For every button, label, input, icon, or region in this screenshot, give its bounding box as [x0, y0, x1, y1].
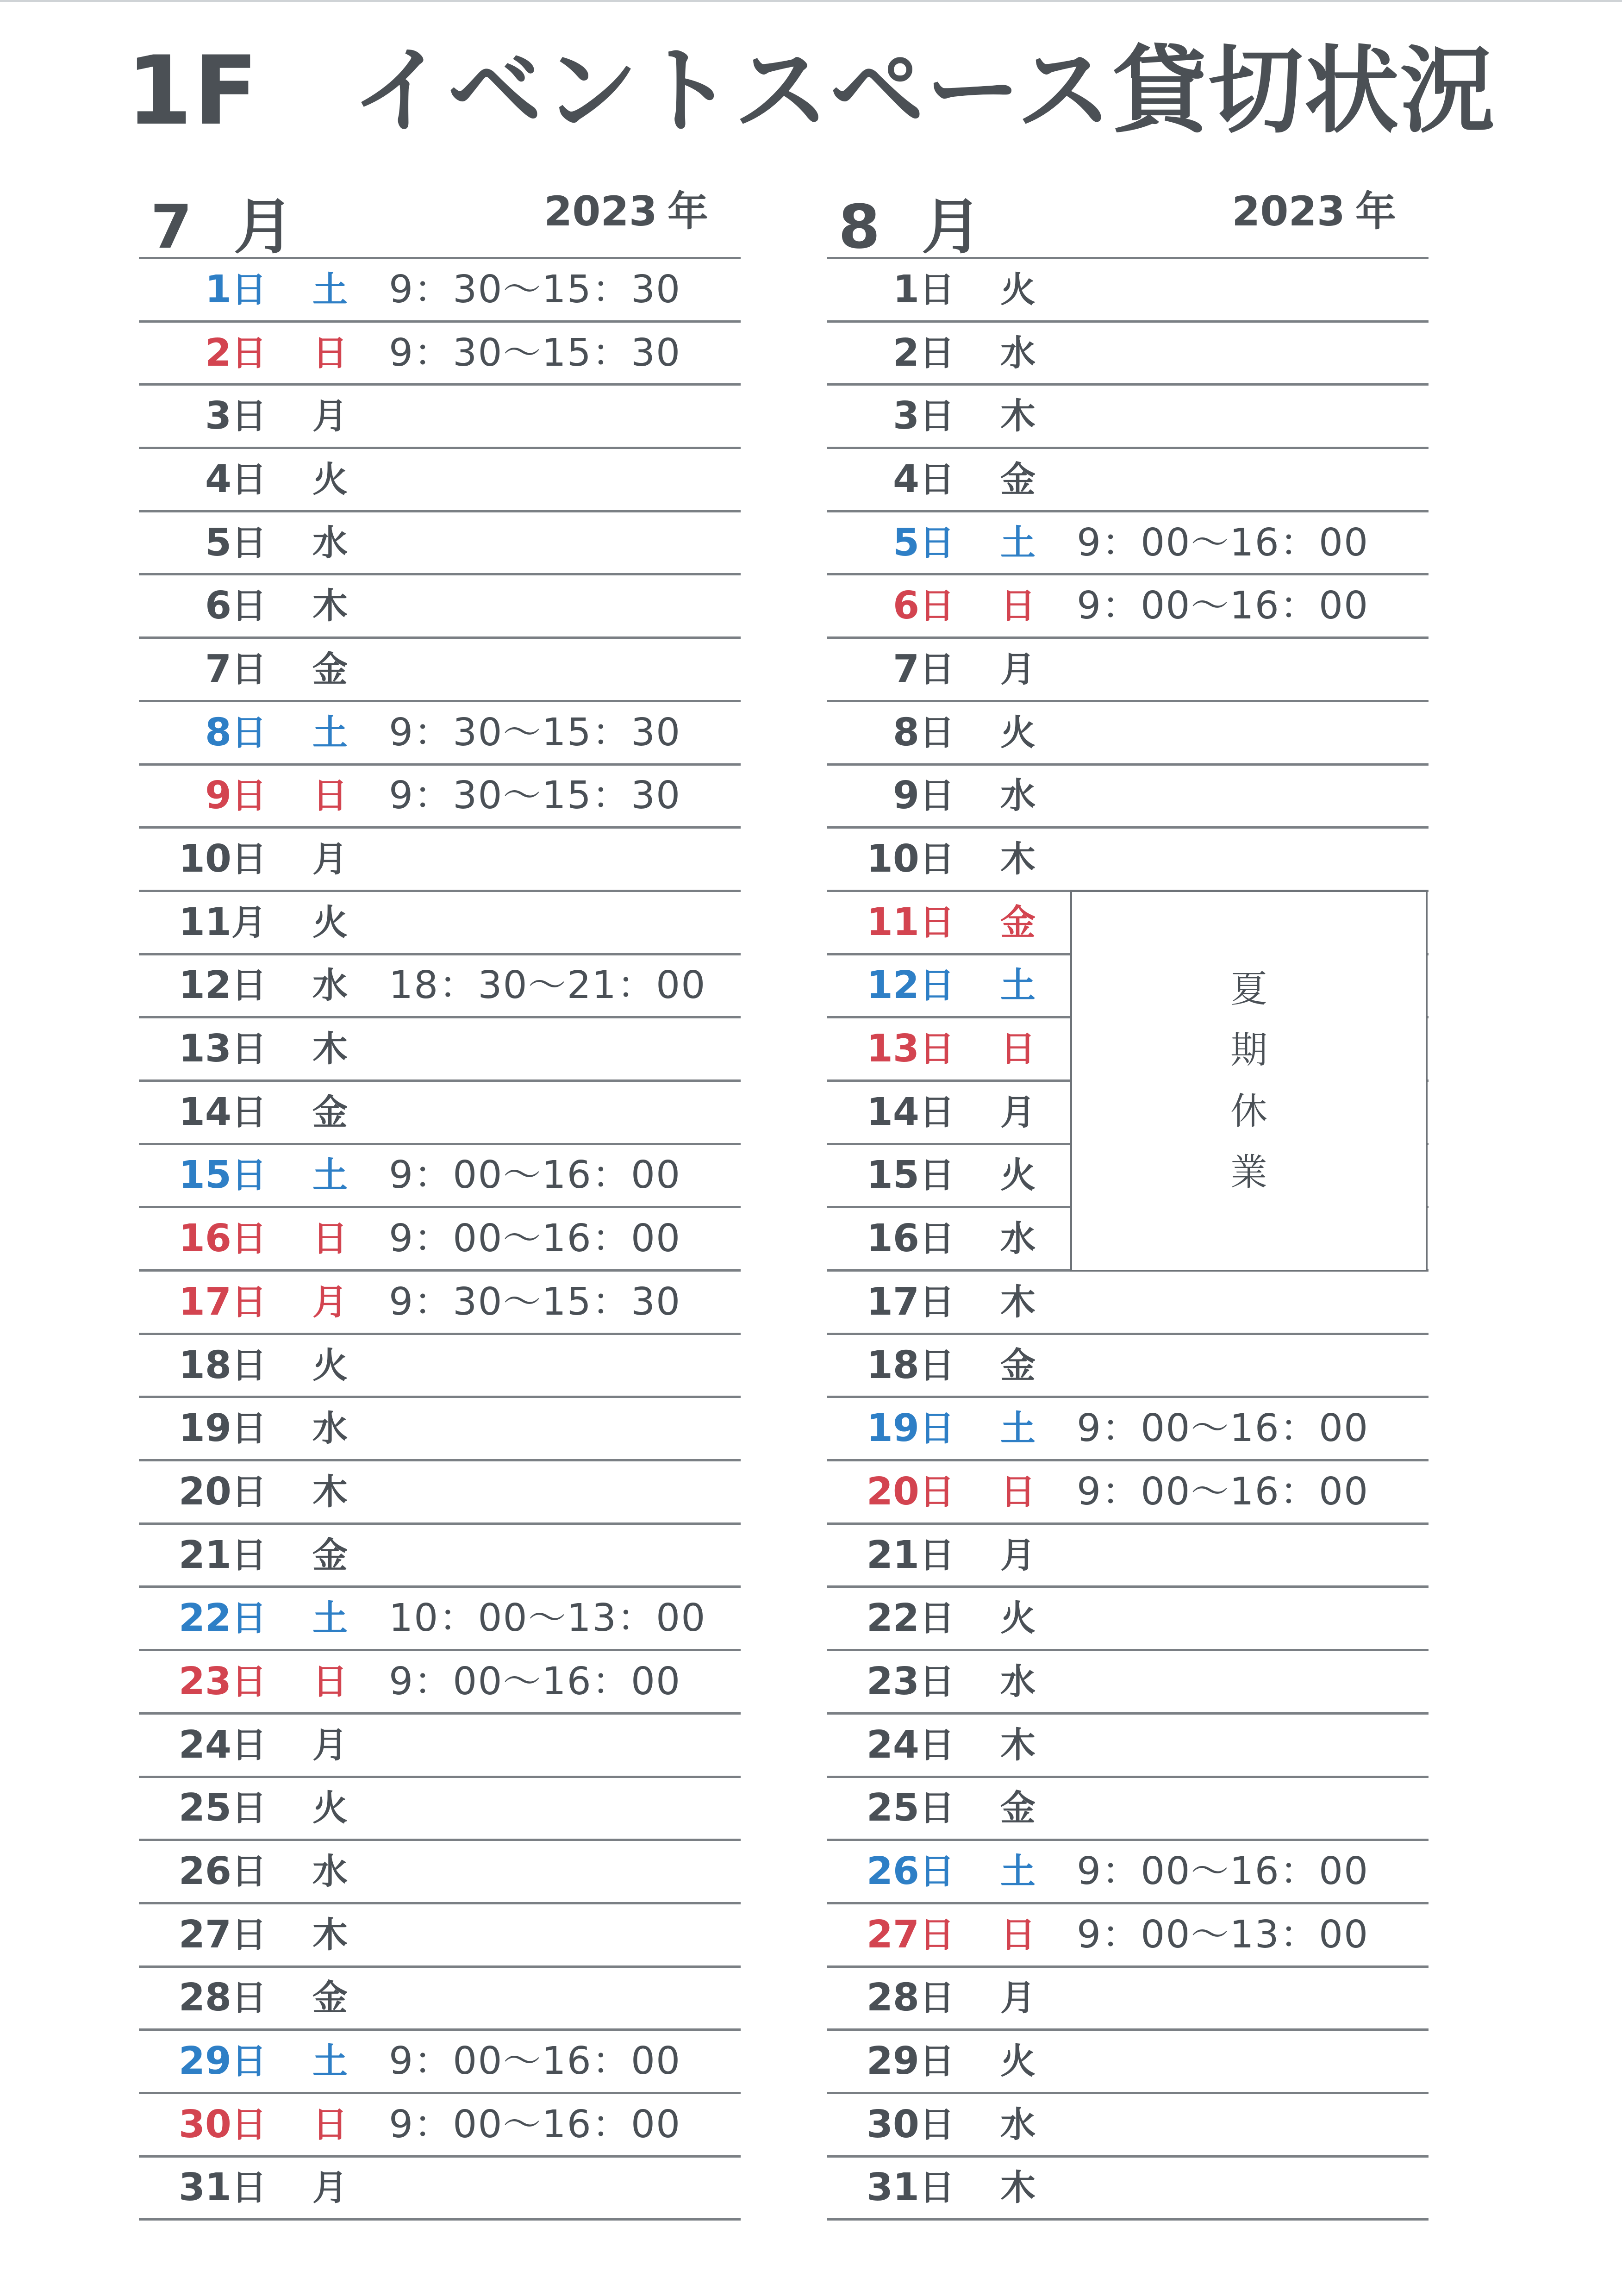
summer-closure-box [1070, 890, 1428, 1272]
day-suffix: 日 [919, 1154, 954, 1196]
day-row [827, 575, 1429, 639]
weekday: 日 [312, 775, 348, 817]
day-number: 7 [205, 647, 231, 691]
weekday: 火 [312, 1344, 348, 1386]
reservation-time: 9：00〜16：00 [389, 2102, 681, 2146]
reservation-time: 9：30〜15：30 [389, 267, 681, 312]
day-row [827, 1841, 1429, 1904]
day-number: 4 [205, 457, 231, 501]
day-row [827, 1588, 1429, 1651]
day-row [827, 829, 1429, 892]
weekday: 金 [312, 1534, 348, 1576]
weekday: 水 [1000, 1660, 1036, 1702]
weekday: 月 [312, 2167, 348, 2209]
weekday: 月 [1000, 1977, 1036, 2019]
day-row [827, 259, 1429, 323]
day-suffix: 日 [231, 1787, 267, 1829]
month-name: 8 月 [838, 192, 992, 262]
day-suffix: 日 [919, 1597, 954, 1639]
reservation-time: 9：00〜16：00 [1077, 1406, 1369, 1451]
day-row [139, 1778, 741, 1841]
weekday: 土 [1000, 522, 1036, 563]
weekday: 金 [312, 648, 348, 690]
day-row [139, 1335, 741, 1398]
title-text: イベントスペース貸切状況 [351, 36, 1496, 146]
weekday: 土 [312, 1154, 348, 1196]
day-suffix: 日 [231, 1660, 267, 1702]
day-number: 15 [178, 1153, 231, 1198]
reservation-time: 10：00〜13：00 [389, 1596, 706, 1641]
day-suffix: 日 [231, 1408, 267, 1449]
weekday: 火 [1000, 1154, 1036, 1196]
closure-char: 休 [1230, 1089, 1267, 1133]
day-number: 20 [866, 1469, 919, 1514]
day-suffix: 日 [919, 2167, 954, 2209]
day-row [139, 1145, 741, 1209]
day-number: 18 [178, 1343, 231, 1387]
day-suffix: 日 [231, 522, 267, 563]
day-suffix: 日 [919, 1534, 954, 1576]
day-row [827, 1461, 1429, 1525]
day-row [827, 1272, 1429, 1335]
day-suffix: 日 [919, 838, 954, 880]
day-row [139, 2031, 741, 2094]
day-number: 28 [866, 1976, 919, 2020]
weekday: 木 [1000, 395, 1036, 437]
weekday: 日 [312, 332, 348, 374]
day-row [139, 1398, 741, 1461]
weekday: 金 [1000, 901, 1036, 943]
weekday: 金 [1000, 458, 1036, 500]
reservation-time: 18：30〜21：00 [389, 963, 706, 1008]
day-number: 3 [892, 394, 919, 438]
day-number: 21 [866, 1533, 919, 1577]
weekday: 火 [1000, 2040, 1036, 2082]
day-suffix: 日 [919, 775, 954, 817]
day-row [139, 1525, 741, 1588]
day-row [139, 1018, 741, 1082]
day-suffix: 日 [231, 2167, 267, 2209]
day-number: 9 [205, 774, 231, 818]
day-suffix: 月 [231, 901, 267, 943]
day-row [827, 1525, 1429, 1588]
day-row [827, 1968, 1429, 2031]
weekday: 金 [312, 1977, 348, 2019]
day-row [827, 2158, 1429, 2221]
day-number: 11 [178, 900, 231, 944]
day-row [827, 1778, 1429, 1841]
weekday: 土 [312, 268, 348, 310]
weekday: 月 [312, 395, 348, 437]
day-suffix: 日 [231, 648, 267, 690]
day-row [139, 1651, 741, 1715]
day-suffix: 日 [231, 585, 267, 627]
weekday: 土 [312, 2040, 348, 2082]
weekday: 水 [1000, 775, 1036, 817]
reservation-time: 9：00〜16：00 [1077, 1469, 1369, 1514]
weekday: 火 [312, 901, 348, 943]
day-row [139, 259, 741, 323]
day-number: 10 [178, 837, 231, 881]
reservation-time: 9：00〜16：00 [1077, 584, 1369, 628]
day-row [139, 766, 741, 829]
day-number: 6 [205, 584, 231, 628]
day-suffix: 日 [919, 1851, 954, 1892]
day-number: 22 [866, 1596, 919, 1641]
day-row [827, 449, 1429, 512]
day-row [827, 2031, 1429, 2094]
weekday: 水 [312, 965, 348, 1006]
day-number: 24 [866, 1722, 919, 1767]
day-suffix: 日 [919, 1914, 954, 1955]
day-row [827, 323, 1429, 386]
day-row [139, 1461, 741, 1525]
day-suffix: 日 [231, 1471, 267, 1512]
reservation-time: 9：30〜15：30 [389, 331, 681, 375]
day-row [139, 1904, 741, 1968]
day-number: 15 [866, 1153, 919, 1198]
day-number: 27 [178, 1912, 231, 1957]
day-number: 30 [178, 2102, 231, 2146]
day-number: 23 [178, 1659, 231, 1703]
reservation-time: 9：00〜16：00 [1077, 520, 1369, 565]
weekday: 火 [312, 458, 348, 500]
weekday: 月 [312, 1281, 348, 1323]
weekday: 土 [312, 1597, 348, 1639]
weekday: 日 [312, 1218, 348, 1260]
weekday: 水 [312, 1408, 348, 1449]
weekday: 火 [1000, 268, 1036, 310]
reservation-time: 9：00〜16：00 [389, 2039, 681, 2084]
title-floor: 1F [126, 36, 259, 146]
weekday: 木 [1000, 838, 1036, 880]
day-suffix: 日 [919, 901, 954, 943]
weekday: 水 [1000, 332, 1036, 374]
month-year [1232, 187, 1396, 235]
month-header [827, 183, 1429, 262]
day-number: 13 [866, 1027, 919, 1071]
weekday: 木 [312, 1028, 348, 1070]
day-number: 24 [178, 1722, 231, 1767]
day-row [139, 829, 741, 892]
day-number: 16 [866, 1217, 919, 1261]
day-suffix: 日 [919, 965, 954, 1006]
day-number: 8 [892, 710, 919, 755]
weekday: 水 [1000, 1218, 1036, 1260]
day-number: 4 [892, 457, 919, 501]
day-number: 31 [866, 2165, 919, 2210]
day-suffix: 日 [919, 648, 954, 690]
day-suffix: 日 [231, 458, 267, 500]
day-row [827, 386, 1429, 449]
day-number: 14 [178, 1090, 231, 1134]
day-suffix: 日 [231, 1154, 267, 1196]
closure-char: 期 [1230, 1028, 1267, 1072]
day-row [139, 639, 741, 702]
day-row [139, 2158, 741, 2221]
reservation-time: 9：00〜13：00 [1077, 1912, 1369, 1957]
reservation-time: 9：30〜15：30 [389, 710, 681, 755]
day-suffix: 日 [919, 1281, 954, 1323]
day-row [827, 1398, 1429, 1461]
weekday: 月 [1000, 648, 1036, 690]
day-suffix: 日 [231, 2040, 267, 2082]
day-row [827, 1904, 1429, 1968]
day-row [139, 1715, 741, 1778]
weekday: 木 [312, 1471, 348, 1512]
day-row [827, 639, 1429, 702]
day-suffix: 日 [231, 1851, 267, 1892]
day-row [139, 1588, 741, 1651]
day-suffix: 日 [231, 838, 267, 880]
day-number: 5 [892, 520, 919, 565]
year-number: 2023 [1232, 187, 1345, 235]
weekday: 月 [1000, 1534, 1036, 1576]
day-row [827, 702, 1429, 766]
day-suffix: 日 [919, 2040, 954, 2082]
day-row [139, 386, 741, 449]
day-suffix: 日 [919, 711, 954, 753]
day-number: 23 [866, 1659, 919, 1703]
day-row [827, 2094, 1429, 2158]
day-suffix: 日 [919, 2103, 954, 2145]
day-number: 25 [866, 1786, 919, 1830]
month-header [139, 183, 741, 262]
day-suffix: 日 [919, 1344, 954, 1386]
day-suffix: 日 [231, 1281, 267, 1323]
day-number: 2 [892, 331, 919, 375]
day-row [139, 1272, 741, 1335]
day-row [139, 1082, 741, 1145]
day-number: 21 [178, 1533, 231, 1577]
day-suffix: 日 [231, 1091, 267, 1133]
weekday: 日 [1000, 1471, 1036, 1512]
day-row [139, 2094, 741, 2158]
day-number: 7 [892, 647, 919, 691]
weekday: 金 [1000, 1344, 1036, 1386]
day-row [139, 1841, 741, 1904]
reservation-time: 9：30〜15：30 [389, 1279, 681, 1324]
day-suffix: 日 [919, 395, 954, 437]
day-row [139, 512, 741, 576]
year-suffix: 年 [667, 187, 708, 235]
weekday: 金 [1000, 1787, 1036, 1829]
day-row [827, 1335, 1429, 1398]
day-number: 26 [866, 1849, 919, 1894]
day-suffix: 日 [231, 1724, 267, 1766]
weekday: 土 [312, 711, 348, 753]
day-number: 5 [205, 520, 231, 565]
day-list [139, 257, 741, 2221]
day-number: 18 [866, 1343, 919, 1387]
day-row [139, 323, 741, 386]
day-suffix: 日 [231, 711, 267, 753]
day-suffix: 日 [231, 1218, 267, 1260]
day-number: 12 [178, 963, 231, 1008]
weekday: 火 [1000, 1597, 1036, 1639]
day-row [139, 955, 741, 1019]
weekday: 水 [312, 1851, 348, 1892]
closure-char: 夏 [1230, 967, 1267, 1011]
day-suffix: 日 [231, 1914, 267, 1955]
day-suffix: 日 [919, 458, 954, 500]
month-year [544, 187, 708, 235]
year-suffix: 年 [1355, 187, 1396, 235]
day-number: 22 [178, 1596, 231, 1641]
day-suffix: 日 [919, 1218, 954, 1260]
day-number: 3 [205, 394, 231, 438]
weekday: 土 [1000, 1851, 1036, 1892]
day-number: 10 [866, 837, 919, 881]
day-suffix: 日 [231, 2103, 267, 2145]
top-border [0, 0, 1622, 2]
day-number: 1 [205, 267, 231, 312]
day-number: 9 [892, 774, 919, 818]
day-number: 1 [892, 267, 919, 312]
day-suffix: 日 [231, 268, 267, 310]
month-name: 7 月 [150, 192, 304, 262]
day-row [827, 1651, 1429, 1715]
weekday: 土 [1000, 965, 1036, 1006]
day-number: 13 [178, 1027, 231, 1071]
day-suffix: 日 [919, 585, 954, 627]
weekday: 日 [312, 2103, 348, 2145]
weekday: 月 [312, 838, 348, 880]
day-suffix: 日 [919, 1787, 954, 1829]
day-suffix: 日 [919, 1028, 954, 1070]
day-number: 12 [866, 963, 919, 1008]
day-suffix: 日 [919, 332, 954, 374]
weekday: 金 [312, 1091, 348, 1133]
day-suffix: 日 [919, 1091, 954, 1133]
weekday: 月 [312, 1724, 348, 1766]
day-number: 16 [178, 1217, 231, 1261]
day-number: 25 [178, 1786, 231, 1830]
day-suffix: 日 [231, 775, 267, 817]
day-number: 8 [205, 710, 231, 755]
day-number: 29 [866, 2039, 919, 2084]
day-number: 19 [866, 1406, 919, 1451]
day-suffix: 日 [231, 332, 267, 374]
weekday: 木 [1000, 2167, 1036, 2209]
day-suffix: 日 [231, 395, 267, 437]
weekday: 木 [1000, 1724, 1036, 1766]
day-number: 26 [178, 1849, 231, 1894]
day-suffix: 日 [231, 1344, 267, 1386]
reservation-time: 9：00〜16：00 [389, 1659, 681, 1703]
day-row [139, 575, 741, 639]
day-row [827, 766, 1429, 829]
page-title [0, 36, 1622, 146]
month-july [139, 183, 741, 2221]
reservation-time: 9：00〜16：00 [389, 1217, 681, 1261]
day-row [139, 702, 741, 766]
day-suffix: 日 [919, 1408, 954, 1449]
day-suffix: 日 [231, 1028, 267, 1070]
day-number: 17 [178, 1279, 231, 1324]
day-suffix: 日 [919, 268, 954, 310]
day-suffix: 日 [231, 1534, 267, 1576]
weekday: 月 [1000, 1091, 1036, 1133]
day-suffix: 日 [919, 1977, 954, 2019]
day-suffix: 日 [919, 1660, 954, 1702]
weekday: 土 [1000, 1408, 1036, 1449]
weekday: 木 [1000, 1281, 1036, 1323]
closure-char: 業 [1230, 1150, 1267, 1194]
day-number: 17 [866, 1279, 919, 1324]
weekday: 木 [312, 585, 348, 627]
day-row [827, 1715, 1429, 1778]
weekday: 火 [1000, 711, 1036, 753]
reservation-time: 9：00〜16：00 [1077, 1849, 1369, 1894]
day-number: 14 [866, 1090, 919, 1134]
weekday: 木 [312, 1914, 348, 1955]
weekday: 日 [312, 1660, 348, 1702]
weekday: 水 [1000, 2103, 1036, 2145]
weekday: 日 [1000, 1028, 1036, 1070]
day-suffix: 日 [919, 522, 954, 563]
day-number: 20 [178, 1469, 231, 1514]
weekday: 火 [312, 1787, 348, 1829]
day-suffix: 日 [231, 1597, 267, 1639]
weekday: 日 [1000, 585, 1036, 627]
day-number: 27 [866, 1912, 919, 1957]
weekday: 日 [1000, 1914, 1036, 1955]
day-row [139, 449, 741, 512]
weekday: 水 [312, 522, 348, 563]
day-row [139, 1968, 741, 2031]
day-number: 31 [178, 2165, 231, 2210]
day-number: 11 [866, 900, 919, 944]
day-suffix: 日 [231, 965, 267, 1006]
day-number: 28 [178, 1976, 231, 2020]
year-number: 2023 [544, 187, 657, 235]
day-row [139, 892, 741, 955]
day-number: 6 [892, 584, 919, 628]
reservation-time: 9：30〜15：30 [389, 774, 681, 818]
day-number: 30 [866, 2102, 919, 2146]
day-number: 29 [178, 2039, 231, 2084]
day-number: 19 [178, 1406, 231, 1451]
day-suffix: 日 [919, 1724, 954, 1766]
day-number: 2 [205, 331, 231, 375]
day-row [139, 1208, 741, 1272]
day-row [827, 512, 1429, 576]
day-suffix: 日 [919, 1471, 954, 1512]
reservation-time: 9：00〜16：00 [389, 1153, 681, 1198]
day-suffix: 日 [231, 1977, 267, 2019]
